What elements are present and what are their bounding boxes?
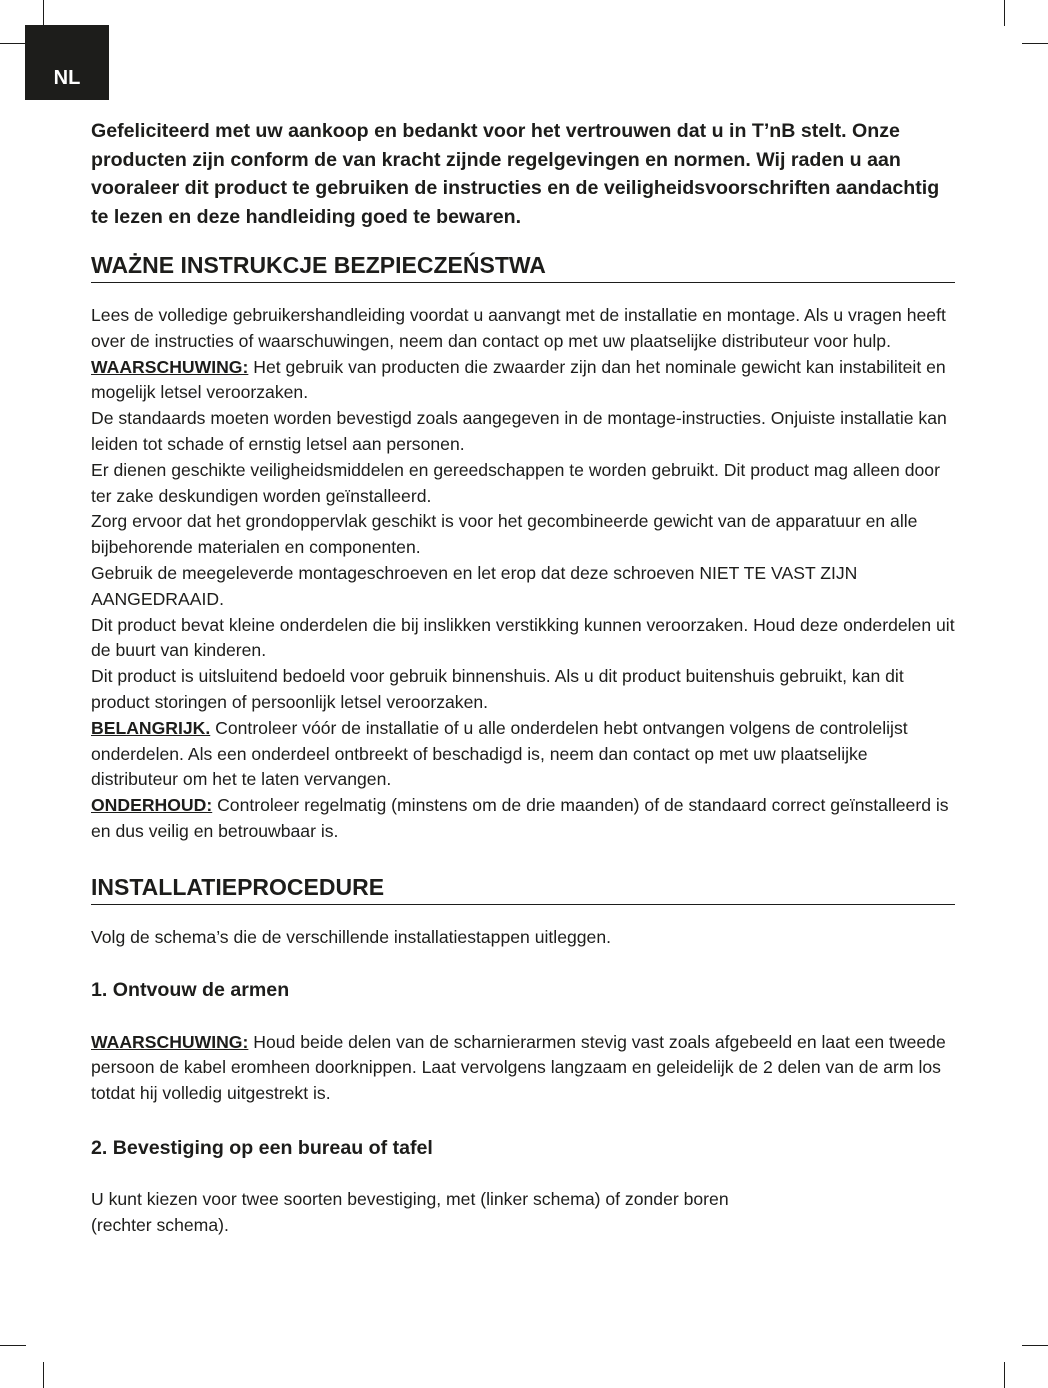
warning-label: WAARSCHUWING: <box>91 356 249 377</box>
safety-section-title: WAŻNE INSTRUKCJE BEZPIECZEŃSTWA <box>91 251 955 283</box>
page-content <box>91 117 955 1239</box>
safety-text: Controleer regelmatig (minstens om de drie maanden) of de standaard correct geïnstalleerd is en dus veilig en betrouwbaar is. <box>91 795 949 841</box>
crop-mark <box>1022 43 1048 44</box>
important-label: BELANGRIJK. <box>91 717 211 738</box>
safety-paragraph <box>91 664 955 716</box>
maintenance-label: ONDERHOUD: <box>91 795 213 816</box>
install-intro: Volg de schema’s die de verschillende installatiestappen uitleggen. <box>91 926 612 947</box>
safety-text: Lees de volledige gebruikershandleiding voordat u aanvangt met de installatie en montage. Als u vragen heeft over de instructies of waarschuwingen, neem dan contact op met uw plaatselijke distributeur voor hulp. <box>91 305 946 351</box>
safety-paragraph <box>91 613 955 665</box>
safety-paragraph <box>91 303 955 355</box>
crop-mark <box>43 1362 44 1388</box>
crop-mark <box>0 43 26 44</box>
safety-paragraph <box>91 406 955 458</box>
install-section-title: INSTALLATIEPROCEDURE <box>91 873 955 905</box>
step-1-body: Houd beide delen van de scharnierarmen stevig vast zoals afgebeeld en laat een tweede persoon de kabel eromheen doorknippen. Laat vervolgens langzaam en geleidelijk de 2 delen van de arm los totdat hij volledig uitgestrekt is. <box>91 1031 946 1104</box>
step-1-text <box>91 1030 955 1107</box>
safety-paragraph <box>91 458 955 510</box>
crop-mark <box>1004 1362 1005 1388</box>
safety-text: Controleer vóór de installatie of u alle onderdelen hebt ontvangen volgens de controlelijst onderdelen. Als een onderdeel ontbreekt of beschadigd is, neem dan contact op met uw plaatselijke distributeur om het te laten vervangen. <box>91 717 908 790</box>
safety-text: Dit product bevat kleine onderdelen die bij inslikken verstikking kunnen veroorzaken. Houd deze onderdelen uit de buurt van kinderen. <box>91 614 955 661</box>
step-2-text <box>91 1187 955 1239</box>
safety-text: Dit product is uitsluitend bedoeld voor gebruik binnenshuis. Als u dit product buitenshuis gebruikt, kan dit product storingen of persoonlijk letsel veroorzaken. <box>91 666 904 712</box>
language-tab: NL <box>25 25 109 100</box>
intro-paragraph: Gefeliciteerd met uw aankoop en bedankt voor het vertrouwen dat u in T’nB stelt. Onze producten zijn conform de van kracht zijnde regelgevingen en normen. Wij raden u aan vooraleer dit product te gebruiken de instructies en de veiligheidsvoorschriften aandachtig te lezen en deze handleiding goed te bewaren. <box>91 120 940 228</box>
step-2-title: 2. Bevestiging op een bureau of tafel <box>91 1136 433 1159</box>
safety-text: Het gebruik van producten die zwaarder zijn dan het nominale gewicht kan instabiliteit en mogelijk letsel veroorzaken. <box>91 356 946 403</box>
safety-paragraph <box>91 561 955 613</box>
crop-mark <box>43 0 44 26</box>
step-1-title: 1. Ontvouw de armen <box>91 978 290 1001</box>
crop-mark <box>0 1345 26 1346</box>
step-2-line-2: (rechter schema). <box>91 1214 229 1235</box>
safety-paragraph <box>91 793 955 845</box>
safety-paragraph <box>91 355 955 407</box>
step-2-line-1: U kunt kiezen voor twee soorten bevestiging, met (linker schema) of zonder boren <box>91 1188 729 1209</box>
safety-text: Zorg ervoor dat het grondoppervlak geschikt is voor het gecombineerde gewicht van de apparatuur en alle bijbehorende materialen en componenten. <box>91 511 918 558</box>
safety-text: Er dienen geschikte veiligheidsmiddelen en gereedschappen te worden gebruikt. Dit product mag alleen door ter zake deskundigen worden geïnstalleerd. <box>91 459 940 506</box>
safety-text: De standaards moeten worden bevestigd zoals aangegeven in de montage-instructies. Onjuiste installatie kan leiden tot schade of ernstig letsel aan personen. <box>91 408 947 454</box>
crop-mark <box>1022 1345 1048 1346</box>
warning-label: WAARSCHUWING: <box>91 1031 249 1052</box>
safety-paragraph <box>91 716 955 793</box>
crop-mark <box>1004 0 1005 26</box>
safety-text: Gebruik de meegeleverde montageschroeven en let erop dat deze schroeven NIET TE VAST ZIJN AANGEDRAAID. <box>91 562 858 609</box>
safety-paragraph <box>91 509 955 561</box>
safety-instructions <box>91 303 955 845</box>
